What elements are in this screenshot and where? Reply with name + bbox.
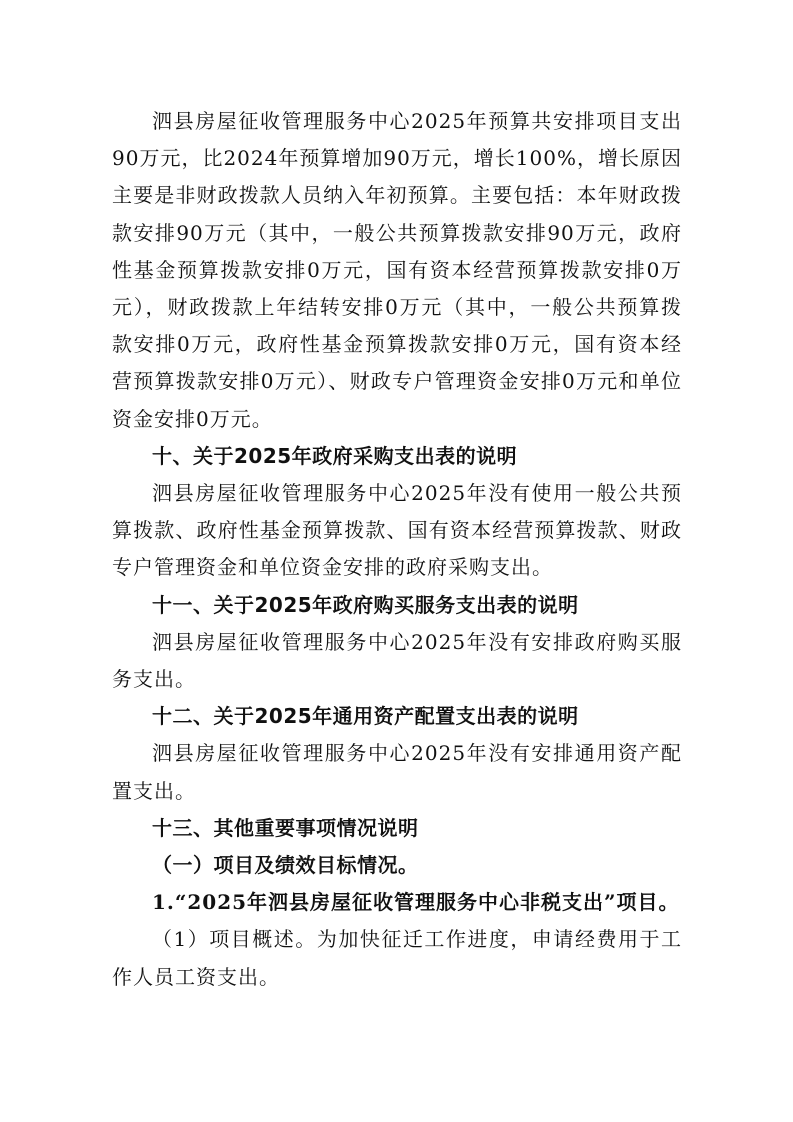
heading-procurement: 十、关于2025年政府采购支出表的说明 xyxy=(152,443,518,468)
paragraph-project-expenditure: 泗县房屋征收管理服务中心2025年预算共安排项目支出90万元，比2024年预算增加90万元，增长100%，增长原因主要是非财政拨款人员纳入年初预算。主要包括：本年财政拨款安排90万元（其中，一般公共预算拨款安排90万元，政府性基金预算拨款安排0万元，国有资本经营预算拨款安排0万元），财政拨款上年结转安排0万元（其中，一般公共预算拨款安排0万元，政府性基金预算拨款安排0万元，国有资本经营预算拨款安排0万元）、财政专户管理资金安排0万元和单位资金安排0万元。 xyxy=(112,109,682,431)
paragraph-asset-allocation: 泗县房屋征收管理服务中心2025年没有安排通用资产配置支出。 xyxy=(112,741,682,803)
heading-other-matters: 十三、其他重要事项情况说明 xyxy=(152,815,419,840)
document-body xyxy=(112,103,682,996)
paragraph-purchase-services: 泗县房屋征收管理服务中心2025年没有安排政府购买服务支出。 xyxy=(112,629,682,692)
paragraph-procurement: 泗县房屋征收管理服务中心2025年没有使用一般公共预算拨款、政府性基金预算拨款、国有资本经营预算拨款、财政专户管理资金和单位资金安排的政府采购支出。 xyxy=(112,481,682,580)
heading-purchase-services: 十一、关于2025年政府购买服务支出表的说明 xyxy=(152,592,579,617)
heading-project-item-1: 1.“2025年泗县房屋征收管理服务中心非税支出”项目。 xyxy=(152,890,680,915)
heading-asset-allocation: 十二、关于2025年通用资产配置支出表的说明 xyxy=(152,704,579,729)
heading-project-performance: （一）项目及绩效目标情况。 xyxy=(152,853,419,878)
paragraph-project-overview: （1）项目概述。为加快征迁工作进度，申请经费用于工作人员工资支出。 xyxy=(112,927,682,989)
